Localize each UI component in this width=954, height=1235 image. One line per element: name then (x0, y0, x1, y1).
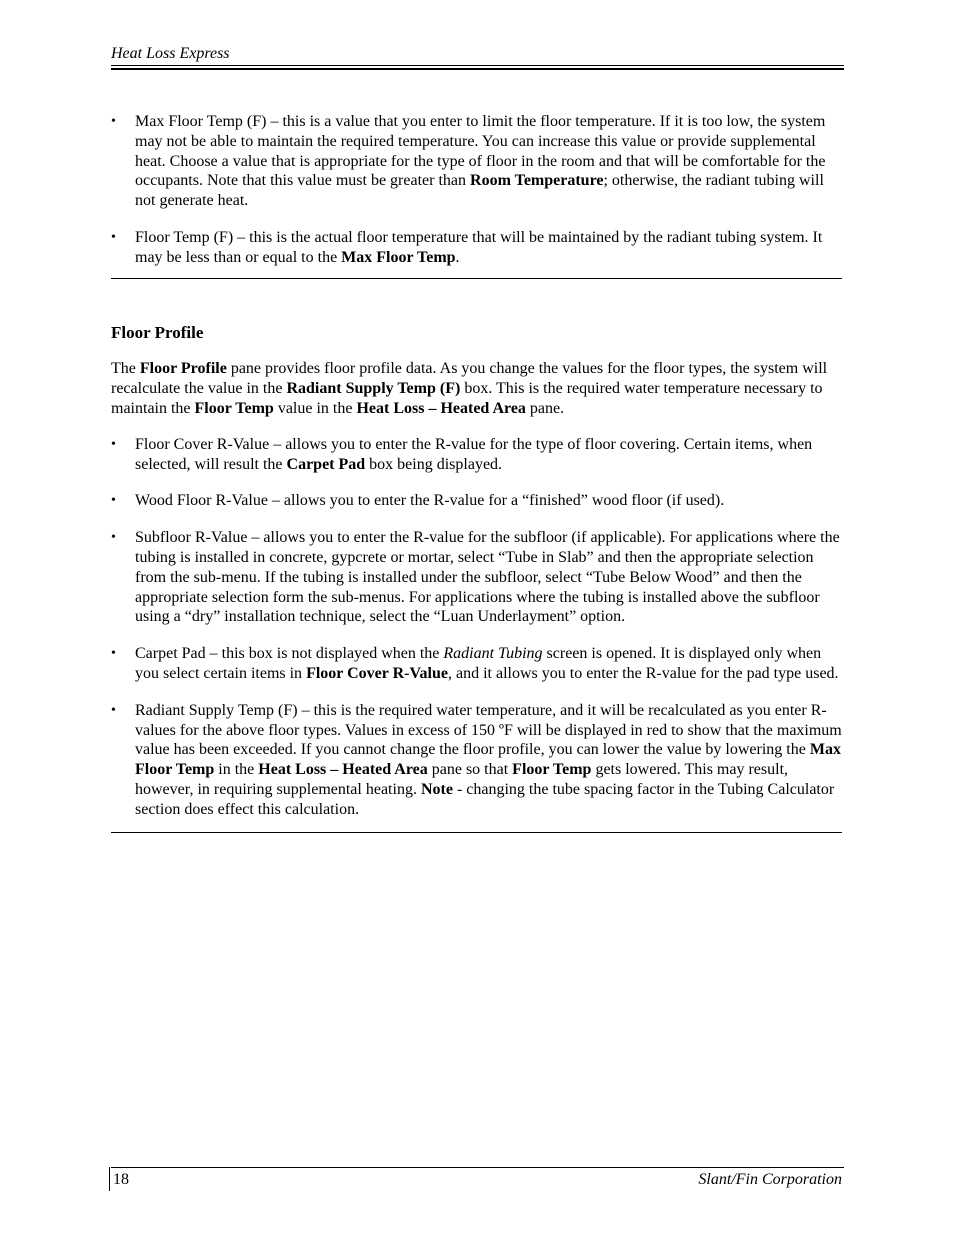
page-content (111, 112, 842, 833)
page-number: 18 (113, 1171, 129, 1188)
bullet-icon: • (111, 114, 116, 129)
header-rule (111, 65, 844, 66)
bullet-icon: • (111, 530, 116, 546)
bullet-floor-temp: • Floor Temp (F) – this is the actual floor temperature that will be maintained by the radiant tubing system. It may be less than or equal to the Max Floor Temp. (111, 228, 823, 266)
section-intro: The Floor Profile pane provides floor profile data. As you change the values for the floor types, the system will recalculate the value in the Radiant Supply Temp (F) box. This is the required water temperature necessary to maintain the Floor Temp value in the Heat Loss – Heated Area pane. (111, 360, 828, 417)
temperature-bullet-list (111, 112, 842, 268)
bullet-icon: • (111, 229, 116, 245)
footer-vertical-rule (109, 1167, 110, 1191)
bullet-wood-floor-r-value: • Wood Floor R-Value – allows you to enter the R-value for a “finished” wood floor (if used). (111, 492, 725, 510)
bullet-icon: • (111, 702, 116, 718)
header-rule-thick (111, 68, 844, 70)
bullet-carpet-pad: • Carpet Pad – this box is not displayed when the Radiant Tubing screen is opened. It is displayed only when you select certain items in Floor Cover R-Value, and it allows you to enter the R-value for the pad type used. (111, 645, 839, 682)
section-end-divider (111, 832, 842, 833)
bullet-icon: • (111, 646, 116, 662)
bullet-max-floor-temp: • Max Floor Temp (F) – this is a value that you enter to limit the floor temperature. If it is too low, the system may not be able to maintain the required temperature. You can increase this value or provide supplemental heat. Choose a value that is appropriate for the type of floor in the room and that will be comfortable for the occupants. Note that this value must be greater than Room Temperature; otherwise, the radiant tubing will not generate heat. (111, 113, 826, 210)
bullet-icon: • (111, 436, 116, 452)
floor-profile-bullet-list (111, 435, 842, 820)
section-title: Floor Profile (111, 322, 204, 342)
bullet-icon: • (111, 493, 116, 509)
bullet-radiant-supply-temp: • Radiant Supply Temp (F) – this is the required water temperature, and it will be recalculated as you enter R-values for the above floor types. Values in excess of 150 ºF will be displayed in red to show that the maximum value has been exceeded. If you cannot change the floor profile, you can lower the value by lowering the Max Floor Temp in the Heat Loss – Heated Area pane so that Floor Temp gets lowered. This may result, however, in requiring supplemental heating. Note - changing the tube spacing factor in the Tubing Calculator section does effect this calculation. (111, 701, 842, 818)
footer-corporation: Slant/Fin Corporation (698, 1171, 842, 1188)
bullet-subfloor-r-value: • Subfloor R-Value – allows you to enter the R-value for the subfloor (if applicable). For applications where the tubing is installed in concrete, gypcrete or mortar, select “Tube in Slab” and then the appropriate selection from the sub-menu. If the tubing is installed under the subfloor, select “Tube Below Wood” and then the appropriate selection form the sub-menus. For applications where the tubing is installed above the subfloor using a “dry” installation technique, select the “Luan Underlayment” option. (111, 529, 840, 626)
header-title: Heat Loss Express (111, 45, 230, 62)
footer-rule (111, 1167, 844, 1168)
bullet-floor-cover-r-value: • Floor Cover R-Value – allows you to enter the R-value for the type of floor covering. Certain items, when selected, will result the Carpet Pad box being displayed. (111, 435, 813, 473)
